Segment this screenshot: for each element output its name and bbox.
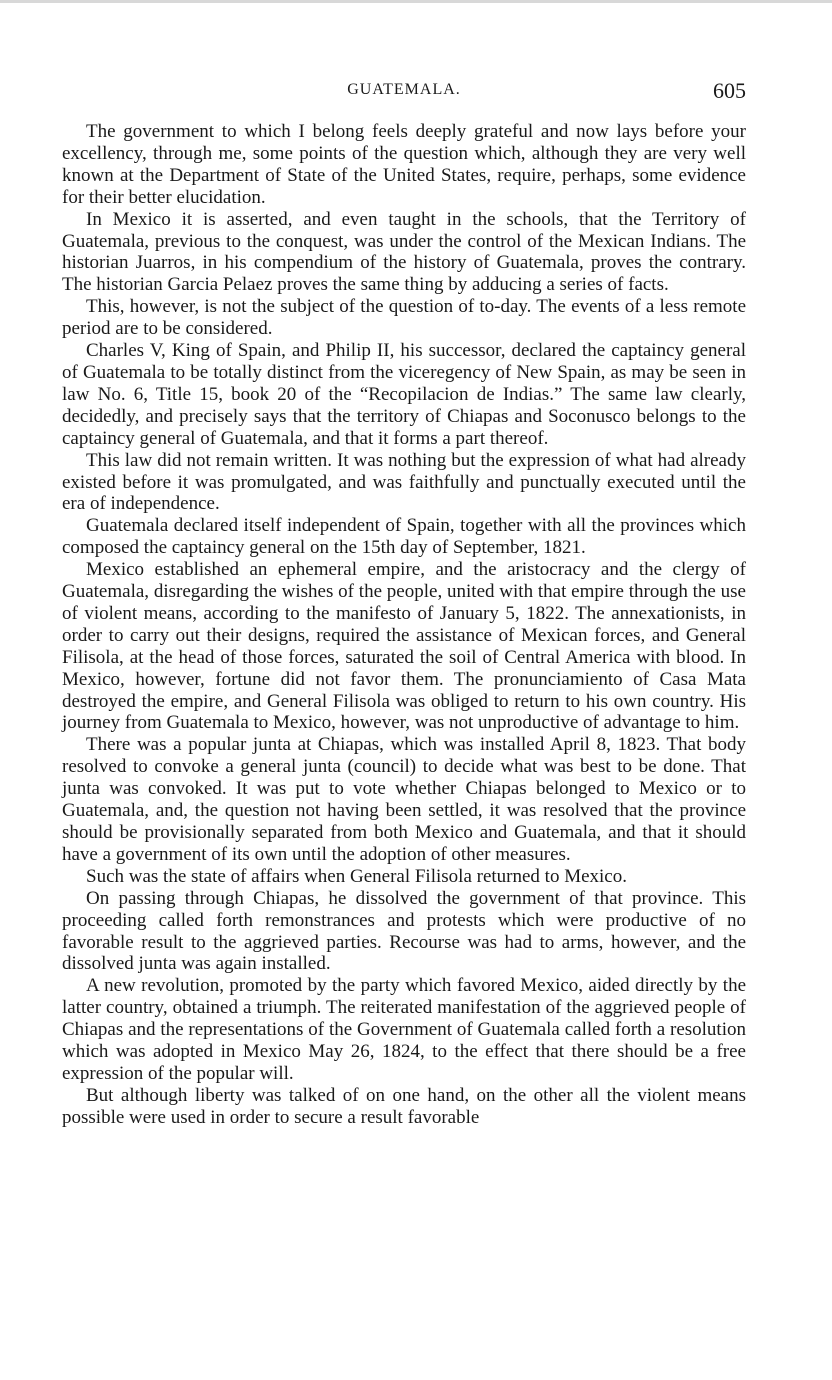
paragraph: Guatemala declared itself independent of Spain, together with all the provinces which composed the captaincy general on the 15th day of September, 1821. <box>62 515 746 559</box>
page-number: 605 <box>713 78 746 103</box>
top-edge-rule <box>0 0 832 3</box>
paragraph: Mexico established an ephemeral empire, and the aristocracy and the clergy of Guatemala, disregarding the wishes of the people, united with that empire through the use of violent means, according to the manifesto of January 5, 1822. The annexationists, in order to carry out their designs, required the assistance of Mexican forces, and General Filisola, at the head of those forces, saturated the soil of Central America with blood. In Mexico, however, fortune did not favor them. The pronunciamiento of Casa Mata destroyed the empire, and General Filisola was obliged to return to his own country. His journey from Guatemala to Mexico, however, was not unproductive of advantage to him. <box>62 559 746 734</box>
running-title: GUATEMALA. <box>347 81 461 98</box>
paragraph: But although liberty was talked of on one hand, on the other all the violent means possible were used in order to secure a result favorable <box>62 1084 746 1128</box>
paragraph: This law did not remain written. It was nothing but the expression of what had already existed before it was promulgated, and was faithfully and punctually executed until the era of independence. <box>62 449 746 515</box>
paragraph: This, however, is not the subject of the question of to-day. The events of a less remote period are to be considered. <box>62 296 746 340</box>
paragraph: The government to which I belong feels deeply grateful and now lays before your excellency, through me, some points of the question which, although they are very well known at the Department of State of the United States, require, perhaps, some evidence for their better elucidation. <box>62 121 746 208</box>
paragraph: On passing through Chiapas, he dissolved the government of that province. This proceeding called forth remonstrances and protests which were productive of no favorable result to the aggrieved parties. Recourse was had to arms, however, and the dissolved junta was again installed. <box>62 887 746 975</box>
body-text <box>62 121 746 1129</box>
paragraph: In Mexico it is asserted, and even taught in the schools, that the Territory of Guatemala, previous to the conquest, was under the control of the Mexican Indians. The historian Juarros, in his compendium of the history of Guatemala, proves the contrary. The historian Garcia Pelaez proves the same thing by adducing a series of facts. <box>62 208 746 296</box>
running-header <box>62 78 746 104</box>
paragraph: Charles V, King of Spain, and Philip II, his successor, declared the captaincy general of Guatemala to be totally distinct from the viceregency of New Spain, as may be seen in law No. 6, Title 15, book 20 of the “Recopilacion de Indias.” The same law clearly, decidedly, and precisely says that the territory of Chiapas and Soconusco belongs to the captaincy general of Guatemala, and that it forms a part thereof. <box>62 340 746 449</box>
paragraph: A new revolution, promoted by the party which favored Mexico, aided directly by the latter country, obtained a triumph. The reiterated manifestation of the aggrieved people of Chiapas and the representations of the Government of Guatemala called forth a resolution which was adopted in Mexico May 26, 1824, to the effect that there should be a free expression of the popular will. <box>62 975 746 1084</box>
paragraph: There was a popular junta at Chiapas, which was installed April 8, 1823. That body resolved to convoke a general junta (council) to decide what was best to be done. That junta was convoked. It was put to vote whether Chiapas belonged to Mexico or to Guatemala, and, the question not having been settled, it was resolved that the province should be provisionally separated from both Mexico and Guatemala, and that it should have a government of its own until the adoption of other measures. <box>62 734 746 865</box>
paragraph: Such was the state of affairs when General Filisola returned to Mexico. <box>86 865 627 887</box>
